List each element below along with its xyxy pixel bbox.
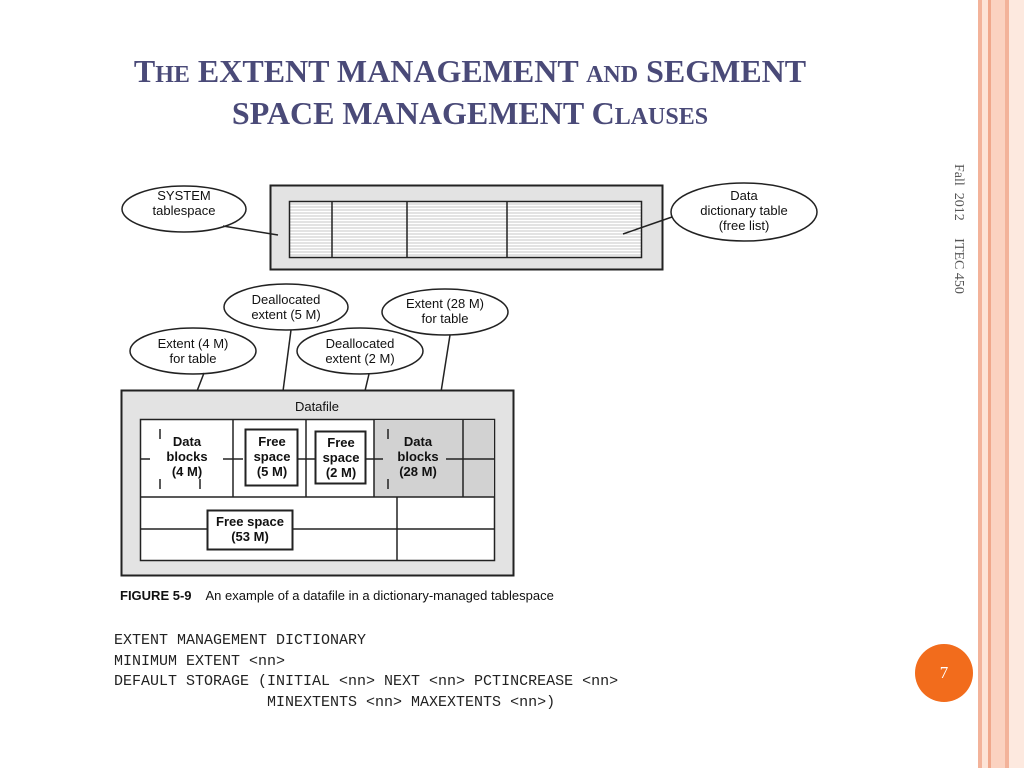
callout-extent-4m-label: Extent (4 M) for table [157,336,229,366]
free-space-53m-label: Free space (53 M) [216,514,284,544]
data-blocks-28m-label: Data blocks (28 M) [397,434,439,479]
free-space-5m-label: Free space (5 M) [253,434,291,479]
sql-code-block [114,631,618,713]
code-line: EXTENT MANAGEMENT DICTIONARY [114,632,367,649]
code-line: MINEXTENTS <nn> MAXEXTENTS <nn>) [114,693,556,711]
title-line-2: SPACE MANAGEMENT CLAUSES [231,95,709,131]
code-line: MINIMUM EXTENT <nn> [114,652,286,670]
diagram-graphics [100,175,840,615]
callout-deallocated-2m-label: Deallocated extent (2 M) [325,336,395,366]
datafile-figure [100,175,840,615]
data-blocks-4m-label: Data blocks (4 M) [166,434,208,479]
figure-caption [120,588,554,603]
course-sidebar-text: Fall 2012 ITEC 450 [951,164,966,294]
slide-title [60,52,880,136]
callout-dictionary-table-label: Data dictionary table (free list) [700,188,788,233]
callout-system-tablespace-label: SYSTEM tablespace [152,188,216,218]
figure-caption-number: FIGURE 5-9 [120,588,192,603]
callout-deallocated-5m-label: Deallocated extent (5 M) [251,292,321,322]
decor-stripe [1009,0,1024,768]
code-line: DEFAULT STORAGE (INITIAL <nn> NEXT <nn> PCTINCREASE <nn> [114,673,619,690]
datafile-label: Datafile [294,399,340,414]
figure-caption-text: An example of a datafile in a dictionary-managed tablespace [205,588,554,603]
decor-stripe [991,0,1005,768]
dictionary-table-box [290,202,642,258]
free-space-2m-label: Free space (2 M) [322,435,360,480]
callout-extent-28m-label: Extent (28 M) for table [405,296,485,326]
page-number-badge: 7 [915,644,973,702]
title-line-1: THE EXTENT MANAGEMENT AND SEGMENT [133,53,807,89]
